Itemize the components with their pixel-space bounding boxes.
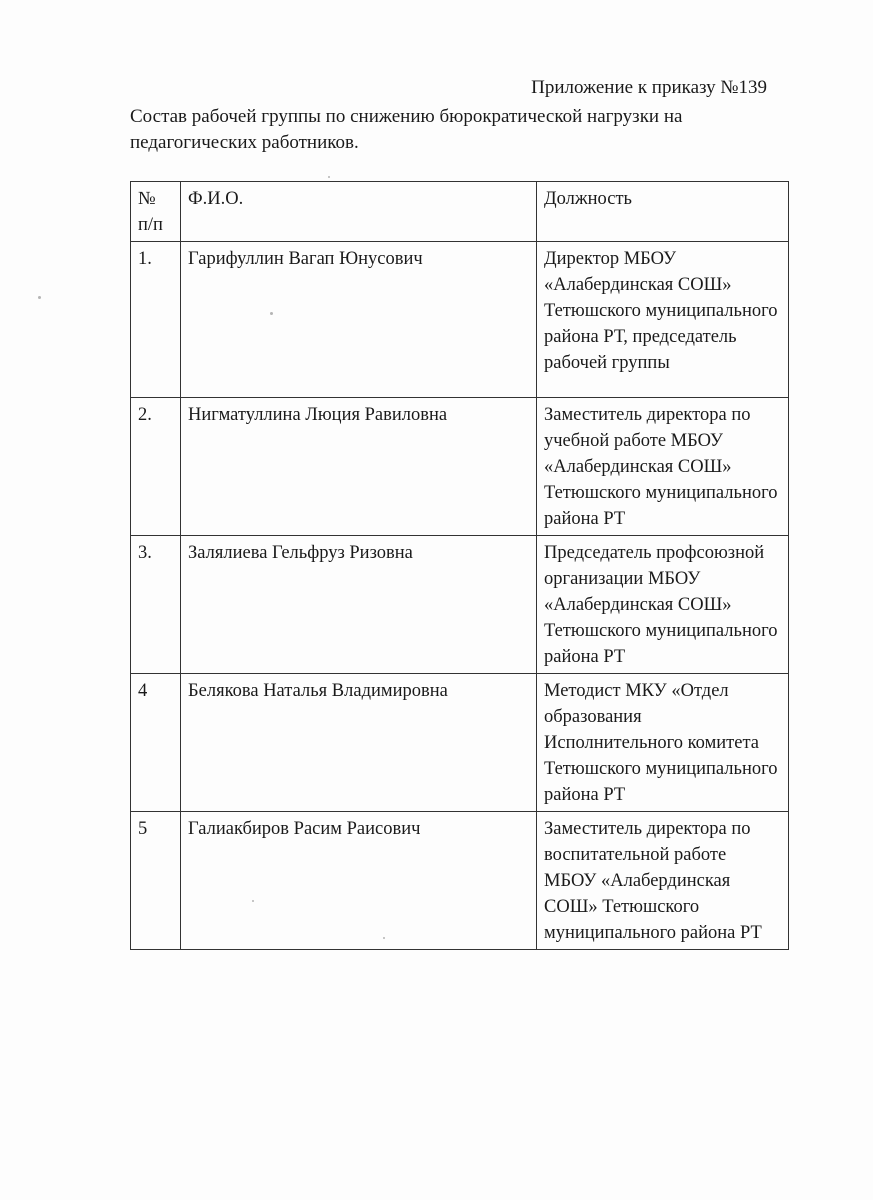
annex-line: Приложение к приказу №139 xyxy=(531,77,767,98)
row-position: Заместитель директора по воспитательной работе МБОУ «Алабердинская СОШ» Тетюшского муниципального района РТ xyxy=(537,812,789,950)
row-name: Нигматуллина Люция Равиловна xyxy=(181,398,537,536)
row-name: Белякова Наталья Владимировна xyxy=(181,674,537,812)
row-num: 3. xyxy=(131,536,181,674)
scan-speck xyxy=(252,900,254,902)
row-position: Председатель профсоюзной организации МБОУ «Алабердинская СОШ» Тетюшского муниципального района РТ xyxy=(537,536,789,674)
row-num: 2. xyxy=(131,398,181,536)
header-position: Должность xyxy=(537,182,789,242)
table-row xyxy=(131,536,789,674)
table-row xyxy=(131,398,789,536)
table-header-row xyxy=(131,182,789,242)
row-num: 5 xyxy=(131,812,181,950)
row-position: Директор МБОУ «Алабердинская СОШ» Тетюшского муниципального района РТ, председатель рабочей группы xyxy=(537,242,789,398)
table-row xyxy=(131,242,789,398)
working-group-table xyxy=(130,181,789,950)
scan-speck xyxy=(328,176,330,178)
scan-speck xyxy=(383,937,385,939)
row-name: Залялиева Гельфруз Ризовна xyxy=(181,536,537,674)
document-heading: Состав рабочей группы по снижению бюрократической нагрузки на педагогических работников. xyxy=(130,106,683,153)
row-name: Гарифуллин Вагап Юнусович xyxy=(181,242,537,398)
header-num: № п/п xyxy=(131,182,181,242)
row-position: Заместитель директора по учебной работе МБОУ «Алабердинская СОШ» Тетюшского муниципального района РТ xyxy=(537,398,789,536)
row-num: 1. xyxy=(131,242,181,398)
header-name: Ф.И.О. xyxy=(181,182,537,242)
scan-speck xyxy=(270,312,273,315)
table-row xyxy=(131,812,789,950)
table-row xyxy=(131,674,789,812)
row-name: Галиакбиров Расим Раисович xyxy=(181,812,537,950)
row-num: 4 xyxy=(131,674,181,812)
scan-speck xyxy=(38,296,41,299)
row-position: Методист МКУ «Отдел образования Исполнительного комитета Тетюшского муниципального района РТ xyxy=(537,674,789,812)
